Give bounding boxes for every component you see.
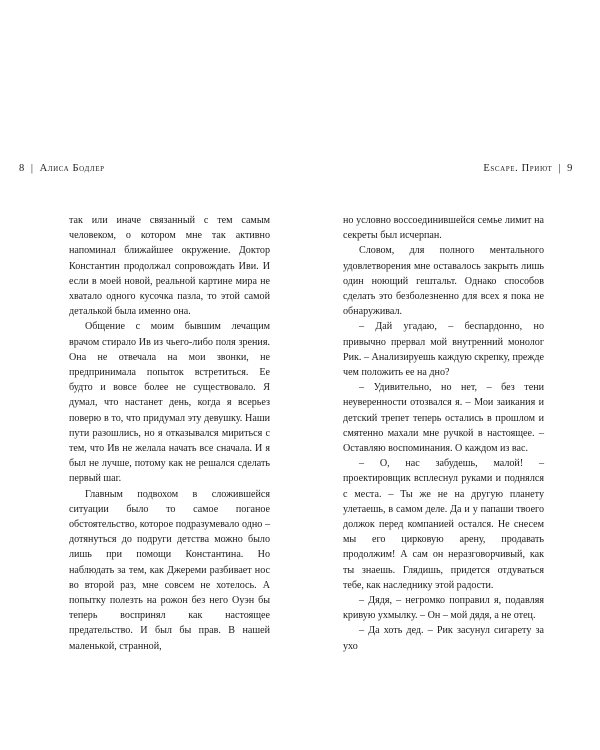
paragraph: но условно воссоединившейся семье лимит на секреты был исчерпан.: [343, 215, 544, 242]
right-running-head: [483, 163, 573, 174]
paragraph: Словом, для полного ментального удовлетворения мне оставалось закрыть лишь один ноющий гештальт. Однако способов сделать это безболезненно для всех я пока не обнаруживал.: [343, 245, 544, 318]
left-header-separator: |: [30, 163, 34, 174]
paragraph: – Да хоть дед. – Рик засунул сигарету за ухо: [343, 625, 544, 652]
left-running-head: [19, 163, 105, 174]
right-header-separator: |: [558, 163, 562, 174]
left-page-number: 8: [19, 163, 25, 174]
paragraph: – Дядя, – негромко поправил я, подавляя кривую ухмылку. – Он – мой дядя, а не отец.: [343, 595, 544, 622]
paragraph: – Дай угадаю, – беспардонно, но привычно прервал мой внутренний монолог Рик. – Анализируешь каждую скрепку, прежде чем положить ее на дно?: [343, 321, 544, 379]
paragraph: Главным подвохом в сложившейся ситуации было то самое поганое обстоятельство, которое подразумевало одно – дотянуться до подруги детства можно было лишь при помощи Константина. Но наблюдать за тем, как Джереми разбивает нос во второй раз, мне совсем не хотелось. А попытку полезть на рожон без него Оуэн бы теперь воспринял как настоящее предательство. И был бы прав. В нашей маленькой, странной,: [69, 488, 270, 652]
paragraph: – Удивительно, но нет, – без тени неуверенности отозвался я. – Мои заикания и детский трепет теперь остались в прошлом и смятенно махали мне ручкой в настоящее. – Оставляю воспоминания. О каждом из вас.: [343, 382, 544, 455]
author-name: Алиса Бодлер: [39, 163, 105, 174]
book-title: Escape. Приют: [483, 163, 553, 174]
right-page-number: 9: [567, 163, 573, 174]
paragraph: Общение с моим бывшим лечащим врачом стирало Ив из чьего-либо поля зрения. Она не отвечала на мои звонки, не предпринимала попыток встретиться. Ее будто и вовсе более не существовало. Я думал, что настанет день, когда я всерьез поверю в то, что придумал эту девушку. Наши пути разошлись, но я отказывался мириться с тем, что Ив не желала начать все сначала. И я был не лучше, потому как не решался сделать первый шаг.: [69, 321, 270, 485]
left-body-text: [69, 213, 270, 654]
right-body-text: [343, 213, 544, 654]
paragraph: – О, нас забудешь, малой! – проектировщик всплеснул руками и поднялся с места. – Ты же не на другую планету улетаешь, в самом деле. Да и у папаши твоего должок перед компанией остался. Не снесем мы его цирковую арену, продавать продолжим! А сам он неразговорчивый, как ты знаешь. Глядишь, придется отдуваться тебе, как наследнику этой радости.: [343, 458, 544, 591]
right-page: [300, 0, 600, 750]
paragraph: так или иначе связанный с тем самым человеком, о котором мне так активно напоминал ближайшее окружение. Доктор Константин продолжал сопровождать Иви. И если в моей новой, реальной картине мира не хватало одного кусочка пазла, то этой самой деталькой была именно она.: [69, 215, 270, 318]
